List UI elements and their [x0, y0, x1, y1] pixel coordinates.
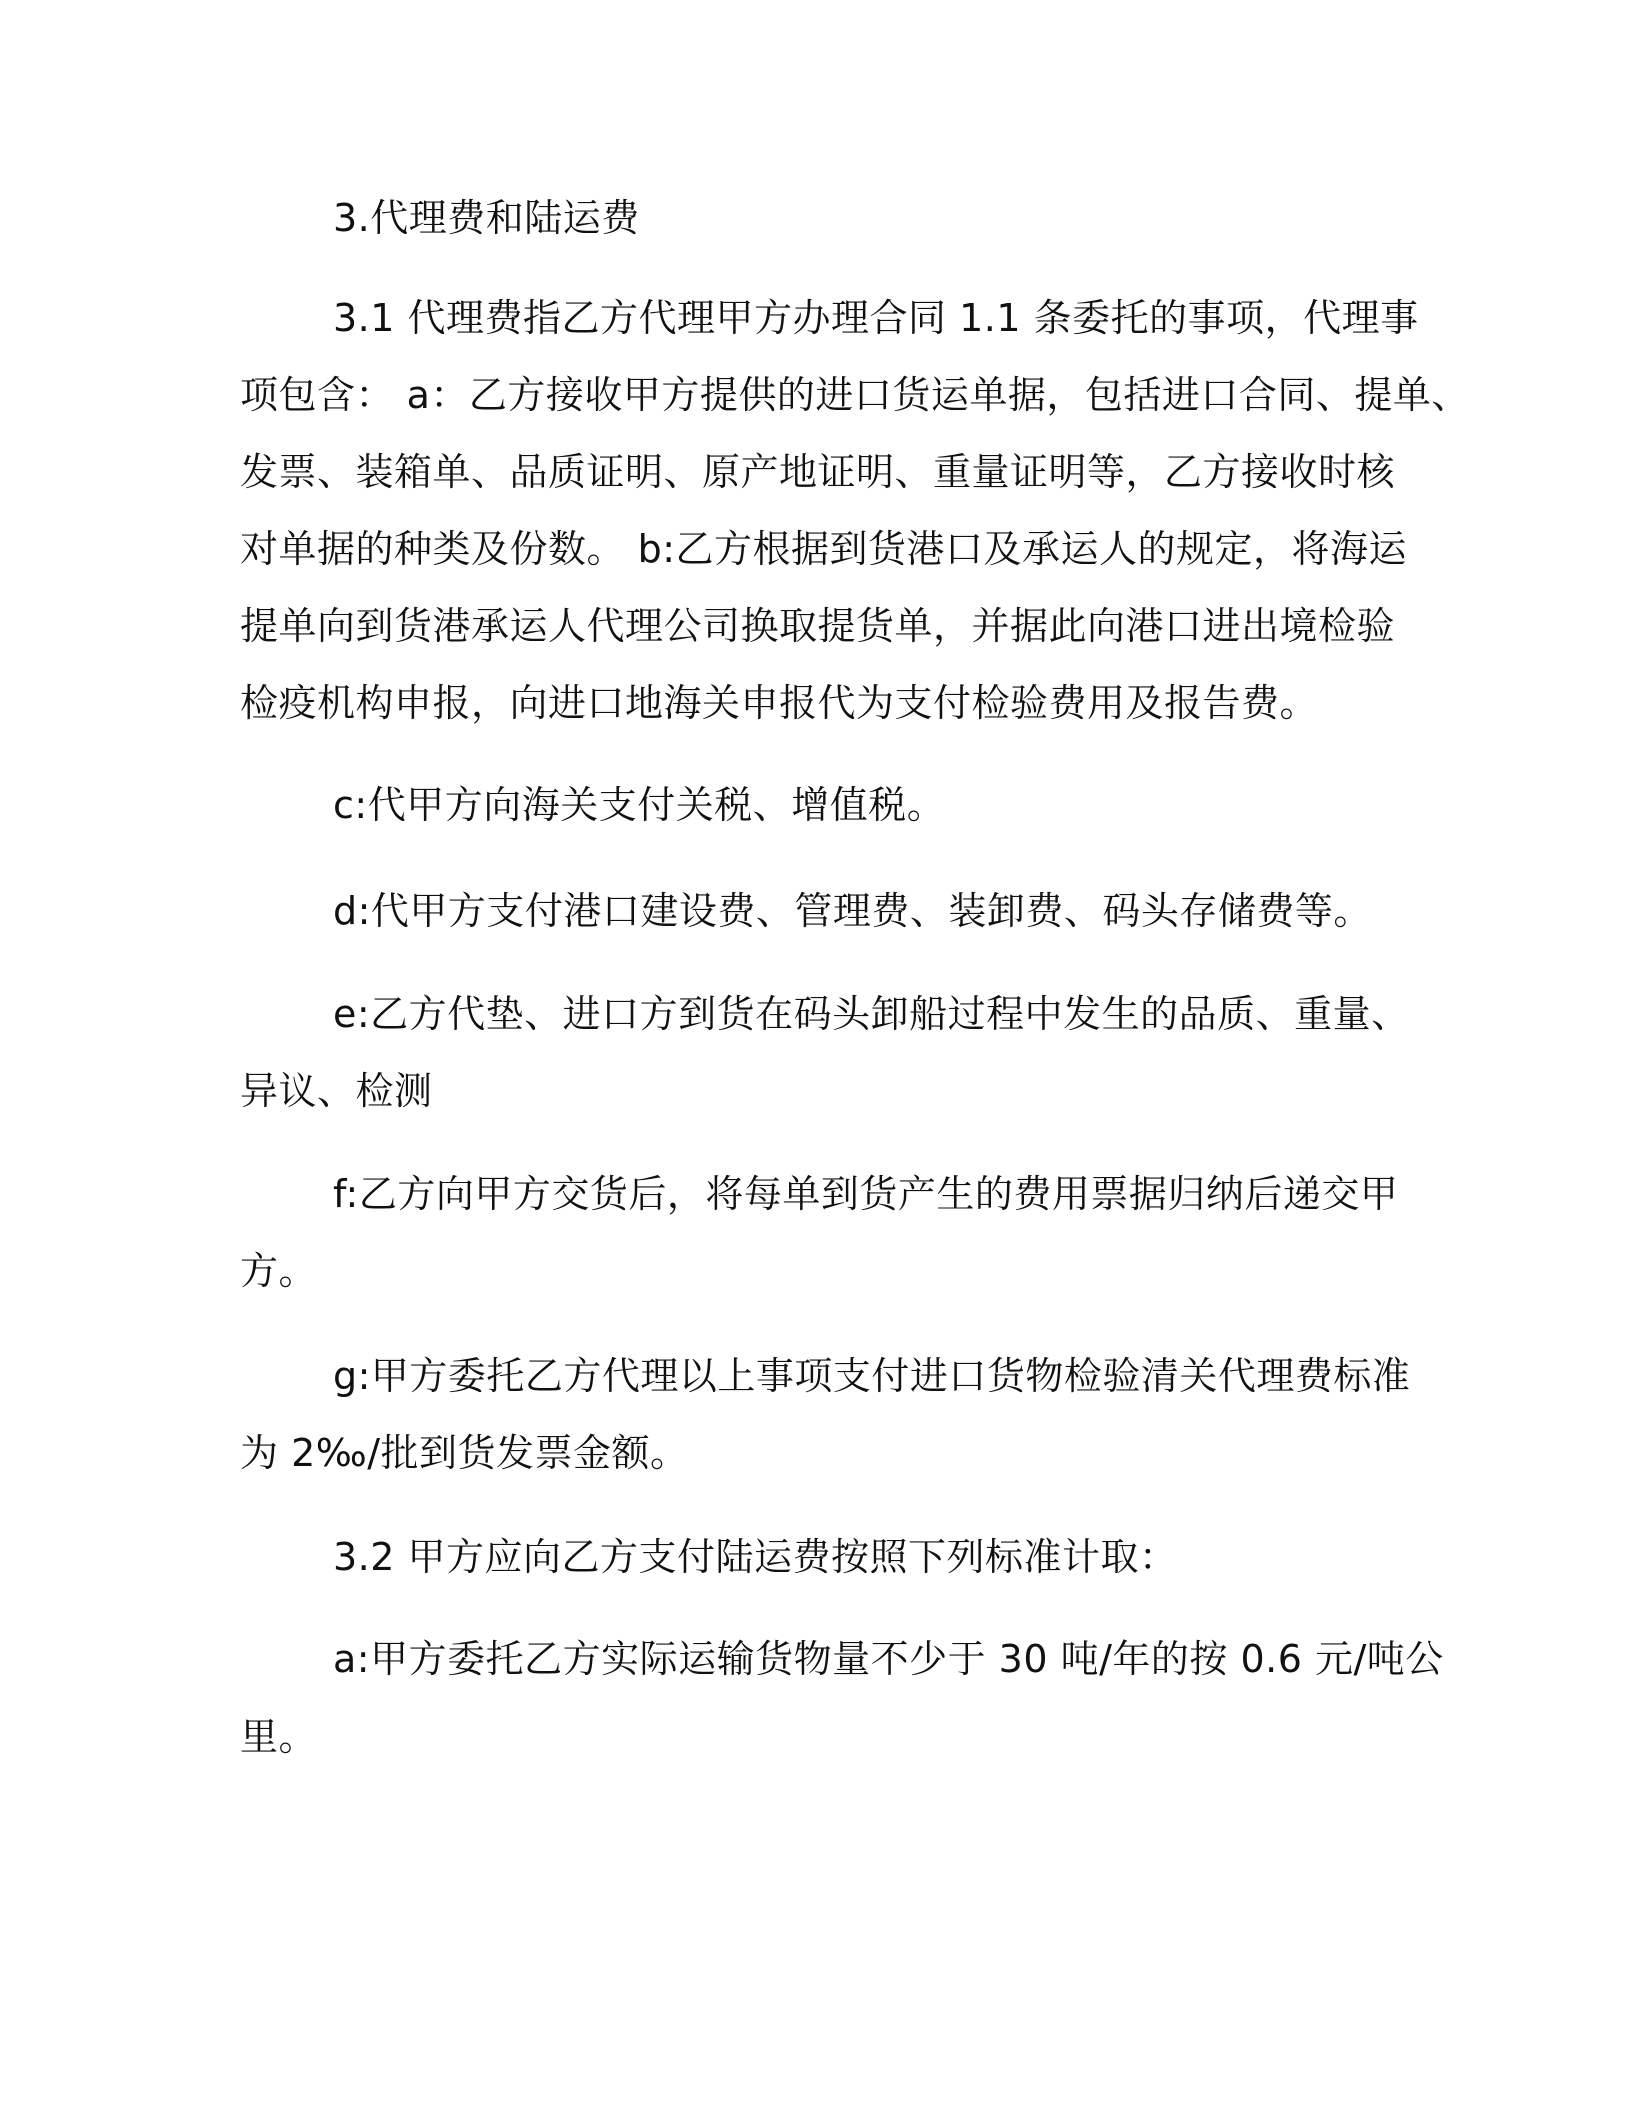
item-e-line-2: 异议、检测 [240, 1069, 433, 1113]
item-f-line-2: 方。 [240, 1249, 318, 1293]
item-e-line-1: e:乙方代垫、进口方到货在码头卸船过程中发生的品质、重量、 [333, 992, 1410, 1036]
item-3-2-a-line-2: 里。 [240, 1715, 318, 1759]
item-d: d:代甲方支付港口建设费、管理费、装卸费、码头存储费等。 [333, 889, 1372, 933]
item-f-line-1: f:乙方向甲方交货后，将每单到货产生的费用票据归纳后递交甲 [333, 1172, 1399, 1216]
section-heading: 3.代理费和陆运费 [333, 196, 640, 240]
item-3-2-a-line-1: a:甲方委托乙方实际运输货物量不少于 30 吨/年的按 0.6 元/吨公 [333, 1637, 1444, 1681]
clause-3-1-line-3: 发票、装箱单、品质证明、原产地证明、重量证明等，乙方接收时核 [240, 450, 1396, 494]
clause-3-1-line-5: 提单向到货港承运人代理公司换取提货单，并据此向港口进出境检验 [240, 604, 1396, 648]
clause-3-2: 3.2 甲方应向乙方支付陆运费按照下列标准计取： [333, 1535, 1178, 1579]
clause-3-1-line-2: 项包含： a：乙方接收甲方提供的进口货运单据，包括进口合同、提单、 [240, 373, 1470, 417]
item-g-line-1: g:甲方委托乙方代理以上事项支付进口货物检验清关代理费标准 [333, 1354, 1411, 1398]
item-g-line-2: 为 2‰/批到货发票金额。 [240, 1431, 689, 1475]
clause-3-1-line-1: 3.1 代理费指乙方代理甲方办理合同 1.1 条委托的事项，代理事 [333, 296, 1419, 340]
clause-3-1-line-4: 对单据的种类及份数。 b:乙方根据到货港口及承运人的规定，将海运 [240, 527, 1408, 571]
item-c: c:代甲方向海关支付关税、增值税。 [333, 783, 946, 827]
clause-3-1-line-6: 检疫机构申报，向进口地海关申报代为支付检验费用及报告费。 [240, 681, 1319, 725]
